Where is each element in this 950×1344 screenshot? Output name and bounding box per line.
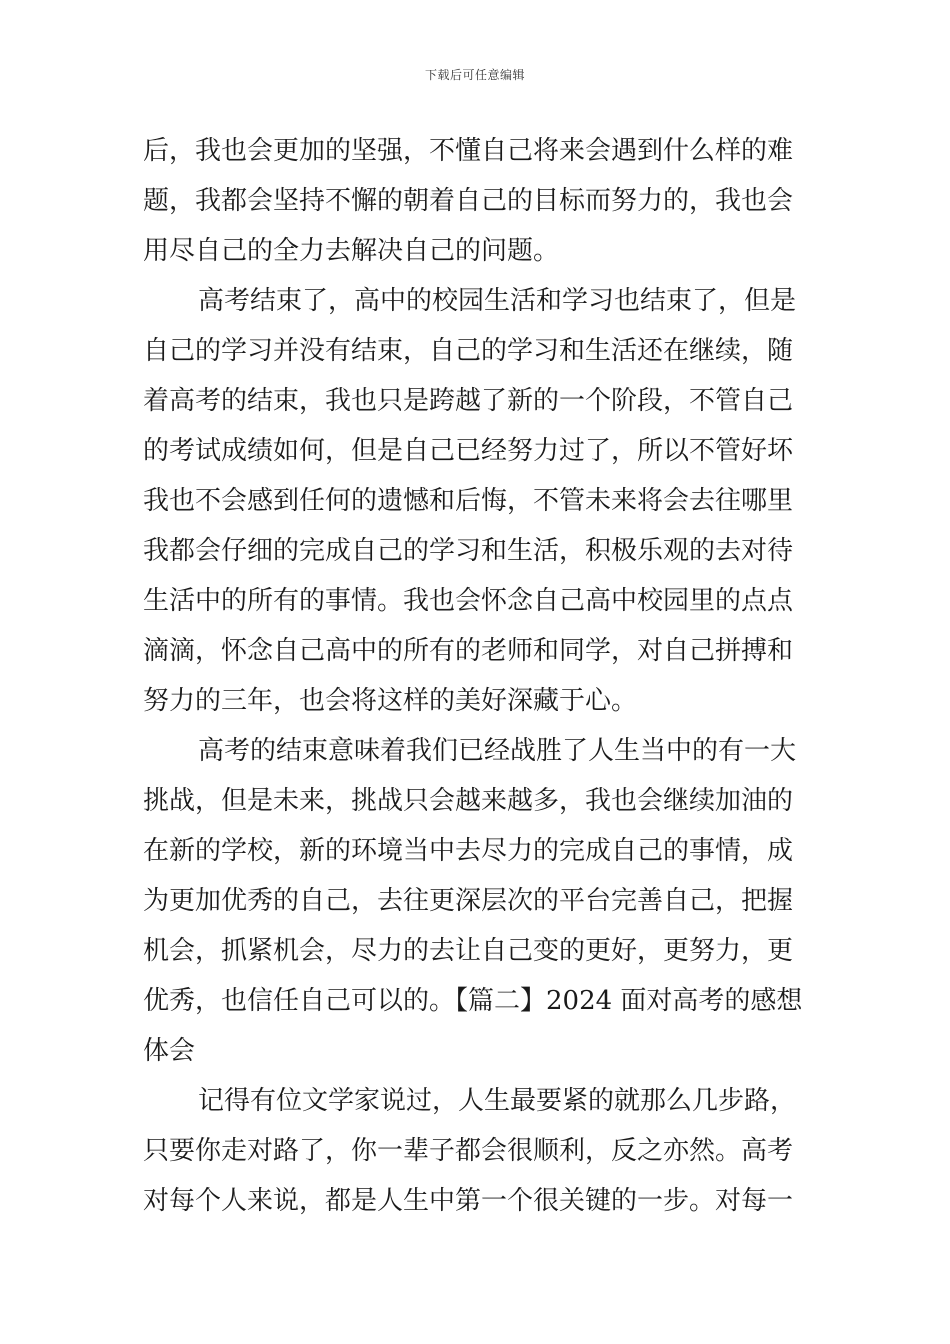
text-line: 高考结束了，高中的校园生活和学习也结束了，但是 xyxy=(198,286,797,316)
text-line: 只要你走对路了，你一辈子都会很顺利，反之亦然。高考 xyxy=(143,1136,794,1166)
text-line: 在新的学校，新的环境当中去尽力的完成自己的事情，成 xyxy=(143,836,794,866)
text-line: 对每个人来说，都是人生中第一个很关键的一步。对每一 xyxy=(143,1186,794,1216)
text-line: 生活中的所有的事情。我也会怀念自己高中校园里的点点 xyxy=(143,586,794,616)
text-line: 后，我也会更加的坚强，不懂自己将来会遇到什么样的难 xyxy=(143,136,794,166)
text-line: 努力的三年，也会将这样的美好深藏于心。 xyxy=(143,686,638,716)
text-line: 用尽自己的全力去解决自己的问题。 xyxy=(143,236,560,266)
text-line: 自己的学习并没有结束，自己的学习和生活还在继续，随 xyxy=(143,336,794,366)
text-line: 记得有位文学家说过，人生最要紧的就那么几步路， xyxy=(198,1086,797,1116)
text-line: 我都会仔细的完成自己的学习和生活，积极乐观的去对待 xyxy=(143,536,794,566)
text-line: 为更加优秀的自己，去往更深层次的平台完善自己，把握 xyxy=(143,886,794,916)
text-line: 体会 xyxy=(143,1036,196,1066)
text-line: 优秀，也信任自己可以的。【篇二】2024 面对高考的感想 xyxy=(143,986,803,1016)
page-header: 下载后可任意编辑 xyxy=(424,68,525,82)
text-line: 机会，抓紧机会，尽力的去让自己变的更好，更努力，更 xyxy=(143,936,794,966)
text-line: 的考试成绩如何，但是自己已经努力过了，所以不管好坏 xyxy=(143,436,794,466)
text-line: 挑战，但是未来，挑战只会越来越多，我也会继续加油的 xyxy=(143,786,794,816)
text-line: 题，我都会坚持不懈的朝着自己的目标而努力的，我也会 xyxy=(143,186,794,216)
document-body xyxy=(143,126,808,1226)
text-line: 着高考的结束，我也只是跨越了新的一个阶段，不管自己 xyxy=(143,386,794,416)
text-line: 滴滴，怀念自己高中的所有的老师和同学，对自己拼搏和 xyxy=(143,636,794,666)
text-line: 我也不会感到任何的遗憾和后悔，不管未来将会去往哪里 xyxy=(143,486,794,516)
text-line: 高考的结束意味着我们已经战胜了人生当中的有一大 xyxy=(198,736,797,766)
